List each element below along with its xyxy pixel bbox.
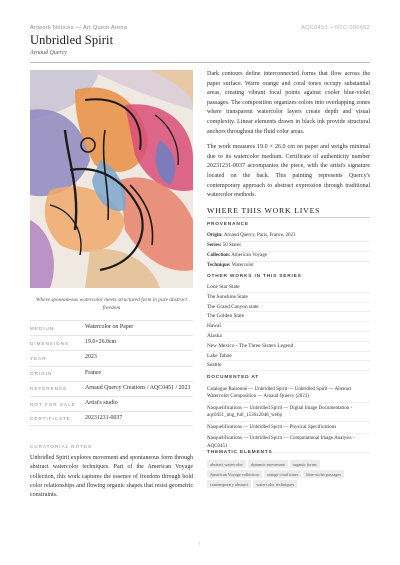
documented-link[interactable]: Nasquelifications — Unbridled Spirit — Computational Image Analysis - AQC0451	[207, 434, 370, 453]
provenance-value: Watercolor	[230, 263, 254, 268]
provenance-value: Arnaud Quercy, Paris, France, 2023	[222, 233, 296, 238]
metadata-row-dimensions	[30, 335, 193, 350]
description-paragraph: Dark contours define interconnected forms that flow across the paper surface. Warm orange and coral tones occupy substantial areas, creating vibrant focal points against cooler blue-violet passages. The composition organizes colors into overlapping zones where transparent watercolor layers create depth and visual complexity. Linear elements drawn in black ink provide structural anchors throughout the fluid color areas.	[207, 71, 370, 135]
metadata-table	[30, 320, 193, 426]
other-work-link[interactable]: Lake Tahoe	[207, 352, 370, 362]
other-works-list	[207, 283, 370, 371]
provenance-collection	[207, 253, 370, 258]
metadata-value: Arnaud Quercy Creations / AQC0451 / 2023	[85, 384, 191, 391]
provenance-value: American Voyage	[230, 253, 268, 258]
divider	[207, 241, 370, 242]
metadata-value: 20231231-0037	[85, 414, 123, 421]
other-work-link[interactable]: The Sunshine State	[207, 293, 370, 303]
tag[interactable]: watercolor techniques	[253, 480, 297, 488]
metadata-value: France	[85, 369, 102, 376]
divider	[207, 261, 370, 262]
provenance-heading: PROVENANCE	[207, 222, 249, 227]
page-marker: |	[199, 541, 201, 547]
curatorial-notes-text: Unbridled Spirit explores movement and spontaneous form through abstract watercolor techniques. Part of the American Voyage collection, this work captures the essence of freedom through bold color relationships and flowing organic shapes that resist geometric constraints.	[30, 455, 193, 499]
other-work-link[interactable]: Alaska	[207, 332, 370, 342]
metadata-row-year	[30, 350, 193, 365]
description-paragraph: The work measures 19.0 × 26.0 cm on paper and weighs minimal due to its watercolor medium. Certificate of authenticity number 20231231-0037 accompanies the piece, with the artist's signature located on the back. This painting represents Quercy's contemporary approach to abstract expression through traditional watercolor methods.	[207, 144, 370, 199]
provenance-series	[207, 243, 370, 248]
provenance-key: Technique:	[207, 263, 231, 268]
provenance-origin	[207, 233, 370, 238]
provenance-technique	[207, 263, 370, 268]
tag[interactable]: blue-violet passages	[303, 470, 344, 478]
other-work-link[interactable]: Hawaï	[207, 322, 370, 332]
metadata-row-reference	[30, 381, 193, 396]
divider	[207, 251, 370, 252]
where-divider	[207, 217, 370, 218]
metadata-value: Watercolor on Paper	[85, 324, 134, 331]
other-work-link[interactable]: Lone Star State	[207, 283, 370, 293]
metadata-value: Artist's studio	[85, 400, 118, 407]
metadata-label: MEDIUM	[30, 325, 55, 331]
header-divider	[30, 62, 370, 63]
provenance-key: Series:	[207, 243, 222, 248]
metadata-row-sale-status	[30, 396, 193, 411]
other-work-link[interactable]: The Golden State	[207, 312, 370, 322]
documented-link[interactable]: Catalogue Raisonné — Unbridled Spirit — Unbridled Spirit — Abstract Watercolor Composition — Arnaud Quercy (2023)	[207, 384, 370, 403]
metadata-label: REFERENCE	[30, 386, 68, 392]
tag[interactable]: organic forms	[290, 460, 320, 468]
catalog-code: AQC0451 – NTC-000662	[301, 25, 370, 31]
metadata-row-origin	[30, 366, 193, 381]
metadata-label: CERTIFICATE	[30, 416, 71, 422]
curatorial-notes-label: CURATORIAL NOTES	[30, 444, 93, 449]
metadata-value: 19.0×26.0cm	[85, 339, 117, 346]
metadata-row-medium	[30, 320, 193, 335]
tag[interactable]: dynamic movement	[248, 460, 288, 468]
metadata-label: YEAR	[30, 355, 47, 361]
tag[interactable]: American Voyage collection	[207, 470, 262, 478]
documented-link[interactable]: Nasquelifications — Unbridled Spirit — Digital Image Documentation - aqc0451_img_full_1536x2048_webp	[207, 403, 370, 422]
other-work-link[interactable]: New Mexico - The Three Sisters Legend	[207, 342, 370, 352]
metadata-value: 2023	[85, 354, 97, 361]
artwork-caption: Where spontaneous watercolor meets structured form in pure abstract freedom	[35, 297, 188, 311]
thematic-tags	[207, 460, 370, 488]
metadata-row-certificate	[30, 411, 193, 426]
metadata-label: ORIGIN	[30, 371, 53, 377]
provenance-key: Collection:	[207, 253, 231, 258]
other-work-link[interactable]: The Grand Canyon state	[207, 303, 370, 313]
where-heading: WHERE THIS WORK LIVES	[207, 206, 321, 215]
other-work-link[interactable]: Seattle	[207, 361, 370, 371]
documented-link[interactable]: Nasquelifications — Unbridled Spirit — Physical Specifications	[207, 422, 370, 434]
artist-name: Arnaud Quercy	[30, 50, 67, 56]
documented-list	[207, 384, 370, 453]
tag[interactable]: abstract watercolor	[207, 460, 246, 468]
artwork-image	[30, 70, 193, 288]
other-works-heading: OTHER WORKS IN THIS SERIES	[207, 274, 302, 279]
tag[interactable]: orange coral tones	[264, 470, 302, 478]
provenance-key: Origin:	[207, 233, 223, 238]
artwork-description	[207, 70, 370, 207]
provenance-value: 50 States	[221, 243, 241, 248]
thematic-heading: THEMATIC ELEMENTS	[207, 450, 273, 455]
documented-heading: DOCUMENTED AT	[207, 375, 259, 380]
metadata-label: DIMENSIONS	[30, 340, 70, 346]
page-title: Unbridled Spirit	[30, 33, 114, 47]
metadata-label: NOT FOR SALE	[30, 401, 76, 407]
tag[interactable]: contemporary abstract	[207, 480, 251, 488]
overline: Artwork Notices — Art Quest Arena	[30, 25, 128, 31]
